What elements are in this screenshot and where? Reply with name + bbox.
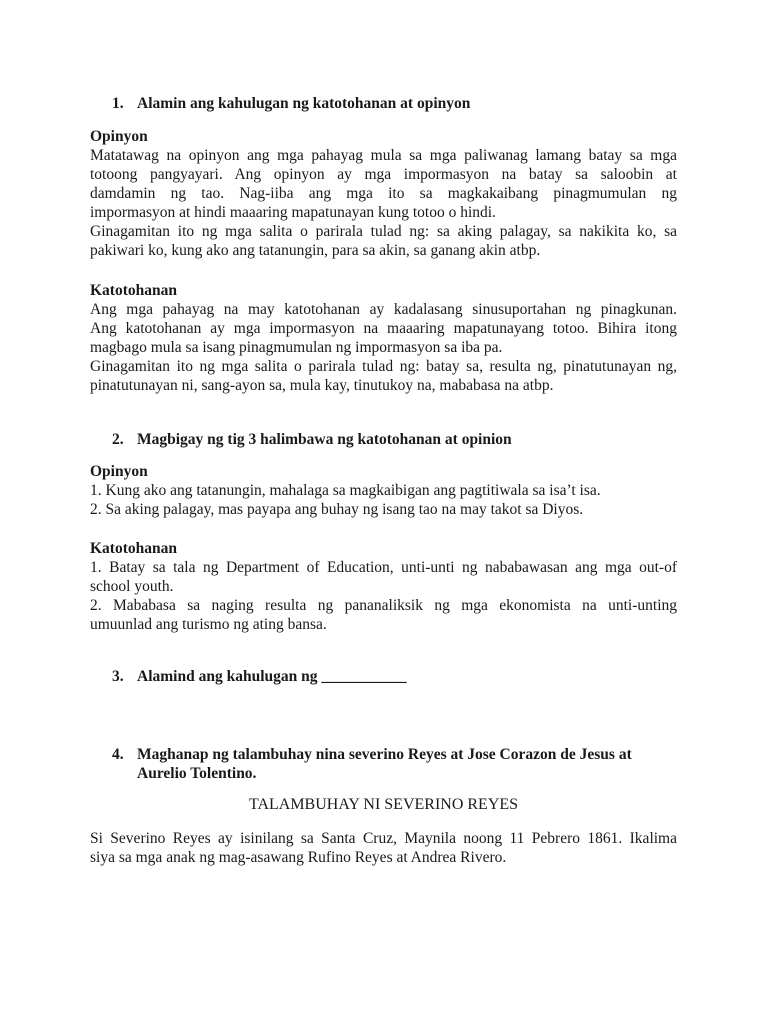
question-2 [90, 430, 677, 449]
katotohanan-examples [90, 558, 677, 634]
question-1 [90, 94, 677, 113]
question-title: Alamin ang kahulugan ng katotohanan at opinyon [137, 95, 471, 112]
question-number: 4. [112, 746, 124, 763]
title-line: Maghanap ng talambuhay nina severino Reyes at Jose Corazon de Jesus at [137, 746, 632, 763]
section-heading-opinyon: Opinyon [90, 128, 148, 145]
question-title [137, 745, 677, 783]
bio-section [90, 829, 677, 867]
text-line: Si Severino Reyes ay isinilang sa Santa Cruz, Maynila noong 11 Pebrero 1861. Ikalima [90, 830, 677, 847]
text-line: Ang mga pahayag na may katotohanan ay kadalasang sinusuportahan ng pinagkunan. [90, 301, 677, 318]
bio-heading: TALAMBUHAY NI SEVERINO REYES [248, 796, 519, 813]
opinyon-definition [90, 146, 677, 260]
question-4-heading [90, 745, 677, 783]
question-number: 3. [112, 668, 124, 685]
text-line: pinatutunayan ni, sang-ayon sa, mula kay, tinutukoy na, mababasa na atbp. [90, 377, 554, 394]
text-line: Ginagamitan ito ng mga salita o parirala tulad ng: batay sa, resulta ng, pinatutunayan ng, [90, 358, 677, 375]
question-title: Alamind ang kahulugan ng ___________ [137, 668, 407, 685]
question-3 [90, 667, 677, 686]
q2-katotohanan-section [90, 539, 677, 634]
list-item: 1. Batay sa tala ng Department of Education, unti-unti ng nababawasan ang mga out-of [90, 559, 677, 576]
text-line: totoong pangyayari. Ang opinyon ay mga impormasyon na batay sa saloobin at [90, 166, 677, 183]
text-line: Matatawag na opinyon ang mga pahayag mula sa mga paliwanag lamang batay sa mga [90, 147, 677, 164]
q2-opinyon-section [90, 462, 677, 519]
text-line: impormasyon at hindi maaaring mapatunayan kung totoo o hindi. [90, 204, 496, 221]
section-heading-katotohanan: Katotohanan [90, 540, 177, 557]
question-number: 1. [112, 95, 124, 112]
q1-opinyon-section [90, 127, 677, 260]
question-3-heading [90, 667, 677, 686]
list-item: school youth. [90, 578, 174, 595]
text-line: Ginagamitan ito ng mga salita o parirala tulad ng: sa aking palagay, sa nakikita ko, sa [90, 223, 677, 240]
title-line: Aurelio Tolentino. [137, 765, 257, 782]
text-line: damdamin ng tao. Nag-iiba ang mga ito sa magkakaibang pinagmumulan ng [90, 185, 677, 202]
question-title: Magbigay ng tig 3 halimbawa ng katotohanan at opinion [137, 431, 512, 448]
text-line: magbago mula sa isang pinagmumulan ng impormasyon sa iba pa. [90, 339, 503, 356]
text-line: Ang katotohanan ay mga impormasyon na maaaring mapatunayang totoo. Bihira itong [90, 320, 677, 337]
question-1-heading [90, 94, 677, 113]
list-item: 2. Sa aking palagay, mas payapa ang buhay ng isang tao na may takot sa Diyos. [90, 501, 584, 518]
section-heading-katotohanan: Katotohanan [90, 282, 177, 299]
opinyon-examples [90, 481, 677, 519]
katotohanan-definition [90, 300, 677, 395]
question-2-heading [90, 430, 677, 449]
bio-paragraph [90, 829, 677, 867]
list-item: 2. Mababasa sa naging resulta ng pananaliksik ng mga ekonomista na unti-unting [90, 597, 677, 614]
text-line: siya sa mga anak ng mag-asawang Rufino Reyes at Andrea Rivero. [90, 849, 507, 866]
question-4 [90, 745, 677, 783]
text-line: pakiwari ko, kung ako ang tatanungin, para sa akin, sa ganang akin atbp. [90, 242, 541, 259]
list-item: 1. Kung ako ang tatanungin, mahalaga sa magkaibigan ang pagtitiwala sa isa’t isa. [90, 482, 601, 499]
section-heading-opinyon: Opinyon [90, 463, 148, 480]
q1-katotohanan-section [90, 281, 677, 395]
list-item: umuunlad ang turismo ng ating bansa. [90, 616, 327, 633]
question-number: 2. [112, 431, 124, 448]
